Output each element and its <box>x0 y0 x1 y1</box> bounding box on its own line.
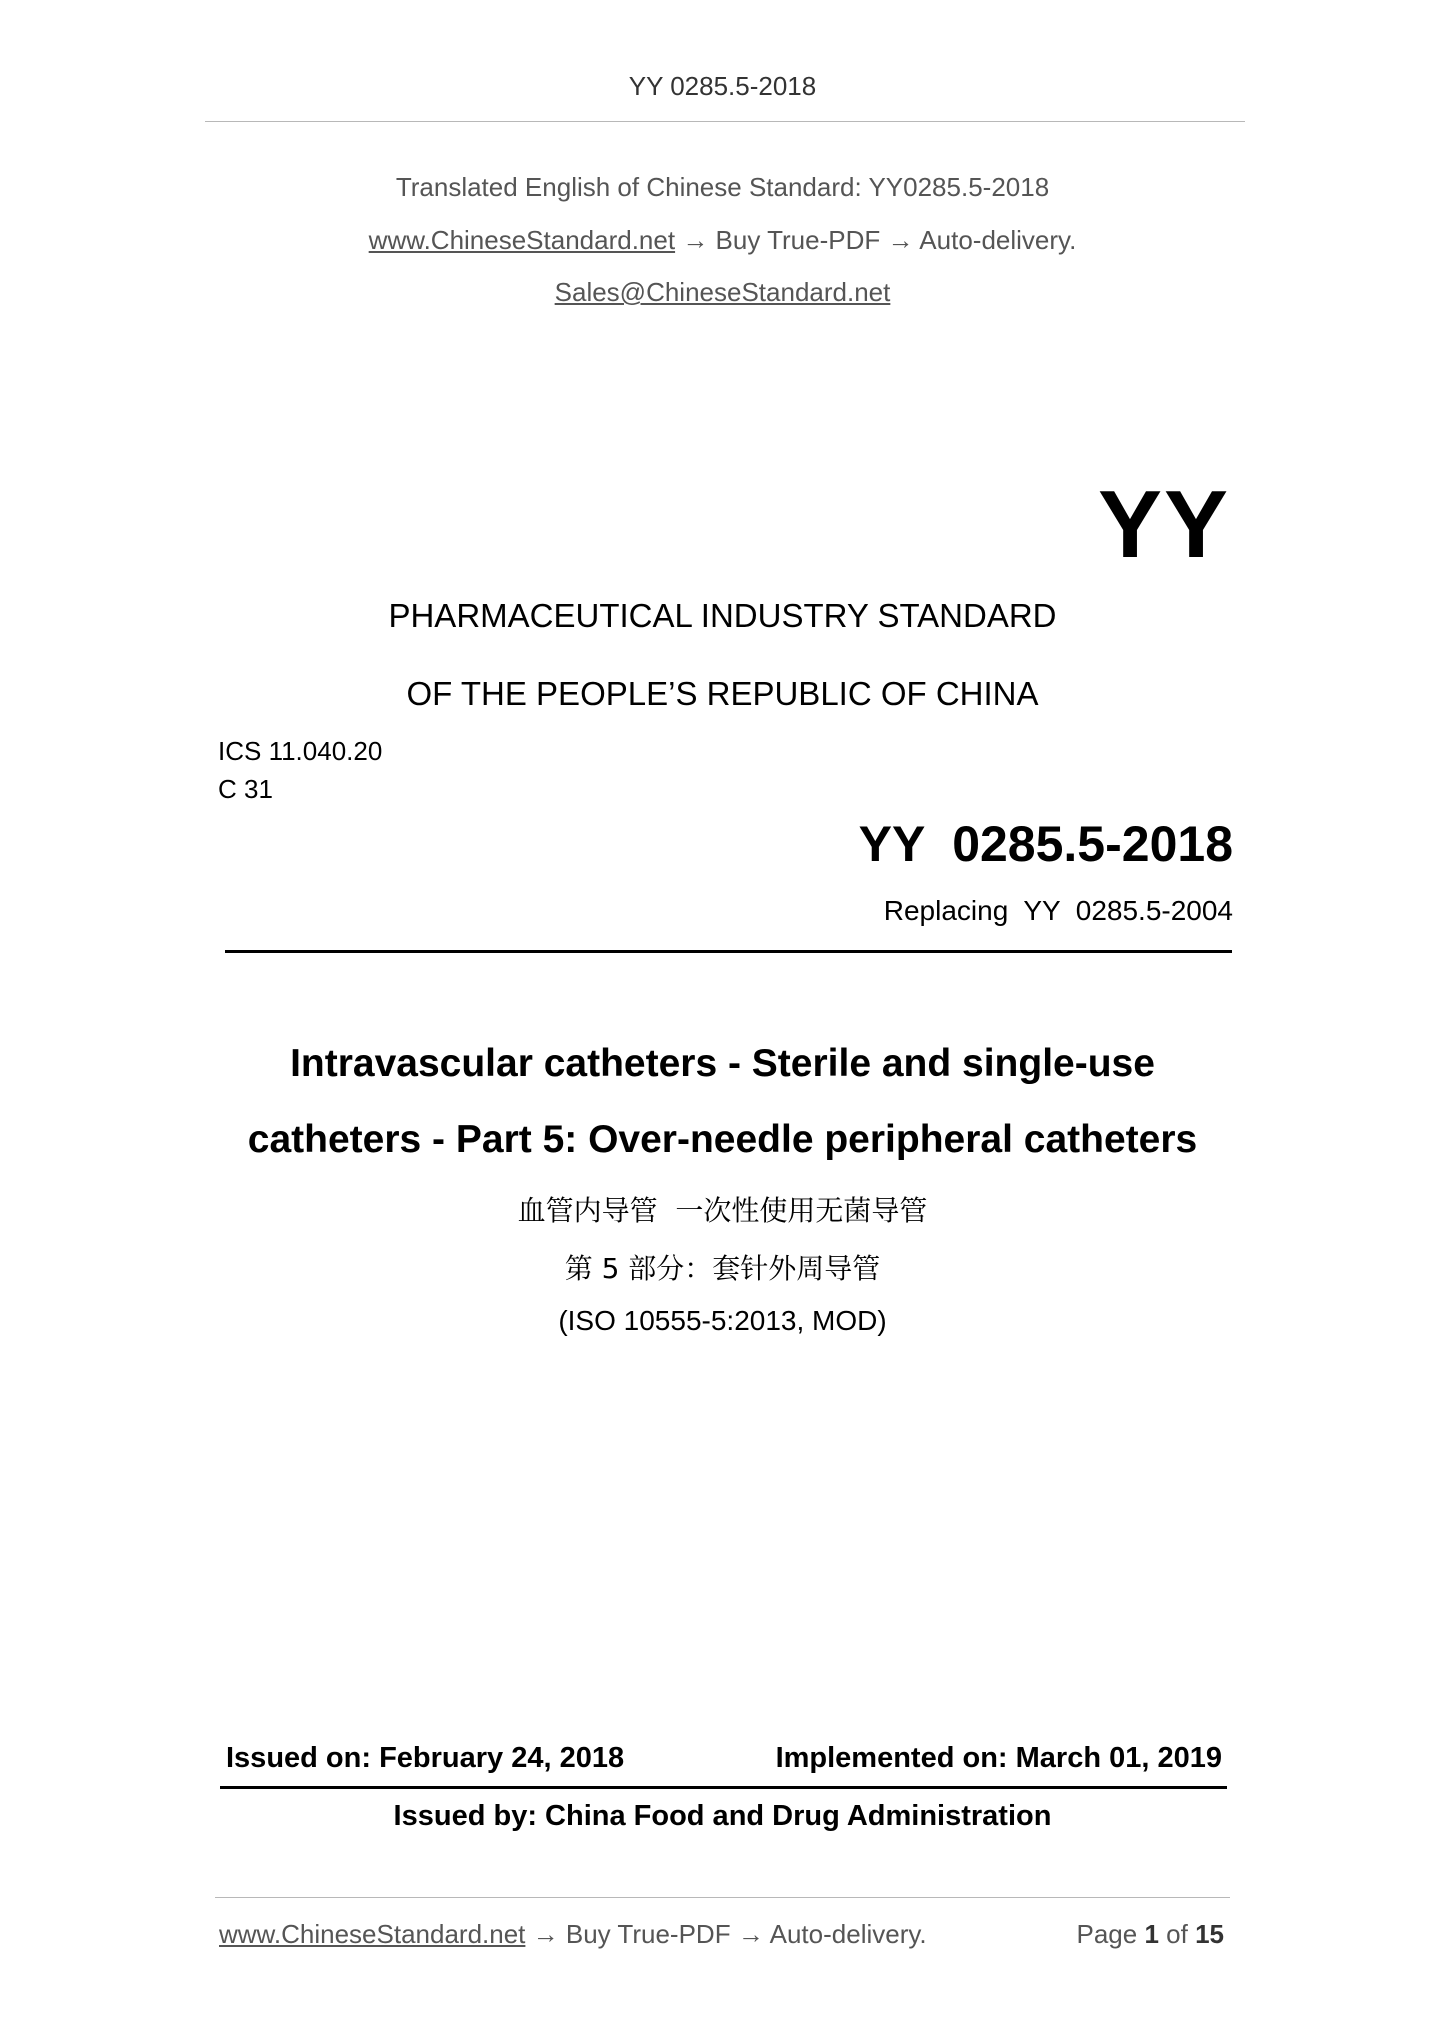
page-total: 15 <box>1195 1919 1224 1949</box>
title-en-line1: Intravascular catheters - Sterile and single-use <box>290 1042 1155 1085</box>
running-header: YY 0285.5-2018 <box>628 71 817 101</box>
issue-rule <box>220 1786 1227 1789</box>
ccs-code: C 31 <box>218 774 273 804</box>
of-word: of <box>1166 1919 1188 1949</box>
ics-code: ICS 11.040.20 <box>218 736 383 766</box>
site-link[interactable]: www.ChineseStandard.net <box>368 225 676 255</box>
standard-category-line1: PHARMACEUTICAL INDUSTRY STANDARD <box>388 597 1057 634</box>
standard-number: YY 0285.5-2018 <box>858 816 1233 872</box>
page-number: 1 <box>1144 1919 1159 1949</box>
sales-line <box>0 277 1445 308</box>
sales-email-link[interactable]: Sales@ChineseStandard.net <box>554 277 891 307</box>
arrow-icon: → <box>737 1919 764 1949</box>
iso-reference: (ISO 10555-5:2013, MOD) <box>558 1305 887 1336</box>
title-cn-line2: 第 5 部分：套针外周导管 <box>564 1252 881 1285</box>
arrow-icon: → <box>682 225 709 255</box>
arrow-icon: → <box>887 225 914 255</box>
issuing-authority: Issued by: China Food and Drug Administration <box>393 1800 1052 1832</box>
implemented-on-date: Implemented on: March 01, 2019 <box>775 1742 1222 1774</box>
buy-text: Buy True-PDF <box>715 225 881 255</box>
purchase-line <box>0 225 1445 256</box>
footer-site-link[interactable]: www.ChineseStandard.net <box>219 1919 526 1949</box>
translation-notice: Translated English of Chinese Standard: YY0285.5-2018 <box>395 172 1050 202</box>
page-word: Page <box>1076 1919 1138 1949</box>
arrow-icon: → <box>532 1919 559 1949</box>
header-rule <box>205 121 1245 122</box>
page-indicator <box>1076 1919 1224 1950</box>
title-en-line2: catheters - Part 5: Over-needle peripheral catheters <box>247 1118 1198 1161</box>
title-cn-line1: 血管内导管 一次性使用无菌导管 <box>517 1194 928 1227</box>
title-rule <box>225 950 1232 953</box>
replacing-note: Replacing YY 0285.5-2004 <box>883 895 1233 926</box>
issued-on-date: Issued on: February 24, 2018 <box>226 1742 625 1774</box>
standard-mark: YY <box>1097 471 1230 578</box>
standard-category-line2: OF THE PEOPLE’S REPUBLIC OF CHINA <box>406 675 1039 712</box>
footer-rule <box>215 1897 1230 1898</box>
footer-delivery-text: Auto-delivery. <box>769 1919 927 1949</box>
footer-purchase-line <box>219 1919 927 1950</box>
footer-buy-text: Buy True-PDF <box>565 1919 731 1949</box>
delivery-text: Auto-delivery. <box>919 225 1077 255</box>
